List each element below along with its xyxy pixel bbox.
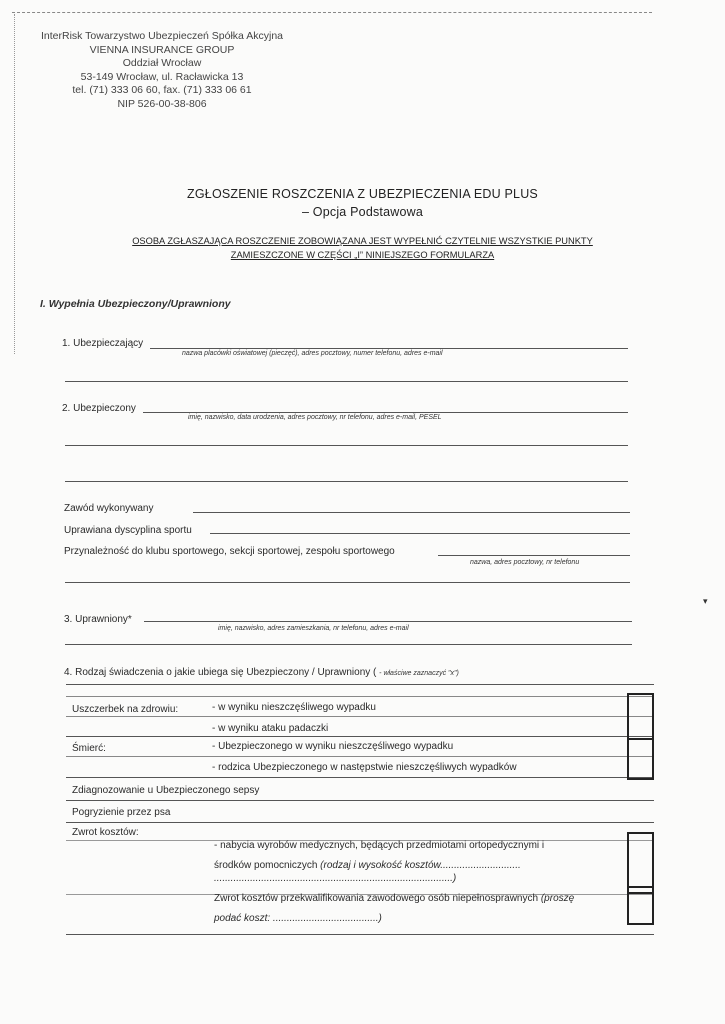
uszczerbek-option-2: - w wyniku ataku padaczki bbox=[212, 723, 329, 734]
zwrot-option-2-checkbox[interactable] bbox=[627, 886, 654, 925]
dyscyplina-label: Uprawiana dyscyplina sportu bbox=[64, 525, 192, 536]
zwrot-option-2-text: Zwrot kosztów przekwalifikowania zawodowego osób niepełnosprawnych bbox=[214, 893, 541, 904]
uprawniony-field-2[interactable] bbox=[65, 644, 632, 645]
zwrot-option-1-line-3[interactable]: ......................................................................................) bbox=[214, 873, 457, 884]
ubezpieczony-label: 2. Ubezpieczony bbox=[62, 403, 136, 414]
uprawniony-field[interactable] bbox=[144, 621, 632, 622]
benefits-heading bbox=[64, 667, 459, 678]
insurer-name: InterRisk Towarzystwo Ubezpieczeń Spółka Akcyjna bbox=[41, 30, 283, 42]
margin-mark: ▾ bbox=[703, 596, 708, 606]
zwrot-option-1-hint: (rodzaj i wysokość kosztów............................. bbox=[320, 860, 521, 871]
klub-field-2[interactable] bbox=[65, 582, 630, 583]
uszczerbek-label: Uszczerbek na zdrowiu: bbox=[72, 704, 179, 715]
klub-label: Przynależność do klubu sportowego, sekcji sportowej, zespołu sportowego bbox=[64, 546, 395, 557]
table-rule bbox=[66, 696, 654, 697]
section-heading: I. Wypełnia Ubezpieczony/Uprawniony bbox=[40, 298, 231, 310]
ubezpieczony-field-2[interactable] bbox=[65, 445, 628, 446]
zwrot-option-2-hint: (proszę bbox=[540, 893, 575, 904]
table-rule bbox=[66, 756, 654, 757]
uszczerbek-checkbox[interactable] bbox=[627, 693, 654, 740]
uszczerbek-option-1: - w wyniku nieszczęśliwego wypadku bbox=[212, 702, 376, 713]
smierc-option-1: - Ubezpieczonego w wyniku nieszczęśliwego wypadku bbox=[212, 741, 454, 752]
ubezpieczony-field[interactable] bbox=[143, 412, 628, 413]
smierc-label: Śmierć: bbox=[72, 743, 106, 754]
ubezpieczony-hint: imię, nazwisko, data urodzenia, adres pocztowy, nr telefonu, adres e-mail, PESEL bbox=[188, 414, 442, 421]
uprawniony-hint: imię, nazwisko, adres zamieszkania, nr telefonu, adres e-mail bbox=[218, 625, 409, 632]
zwrot-option-2-line-1 bbox=[214, 893, 574, 904]
insurer-nip: NIP 526-00-38-806 bbox=[117, 97, 207, 110]
benefits-heading-text: 4. Rodzaj świadczenia o jakie ubiega się Ubezpieczony / Uprawniony ( bbox=[64, 667, 377, 678]
smierc-checkbox[interactable] bbox=[627, 738, 654, 780]
zwrot-option-2-line-2[interactable]: podać koszt: ......................................) bbox=[214, 913, 382, 924]
ubezpieczajacy-field[interactable] bbox=[150, 348, 628, 349]
ubezpieczony-field-3[interactable] bbox=[65, 481, 628, 482]
insurer-header bbox=[12, 30, 312, 111]
klub-field[interactable] bbox=[438, 555, 630, 556]
table-rule bbox=[66, 777, 654, 778]
page-border-top bbox=[12, 12, 652, 13]
form-title: ZGŁOSZENIE ROSZCZENIA Z UBEZPIECZENIA EDU PLUS bbox=[187, 187, 538, 201]
insurer-address: 53-149 Wrocław, ul. Racławicka 13 bbox=[80, 70, 244, 83]
klub-hint: nazwa, adres pocztowy, nr telefonu bbox=[470, 559, 580, 566]
table-rule bbox=[66, 822, 654, 823]
zwrot-option-1-line-1: - nabycia wyrobów medycznych, będących przedmiotami ortopedycznymi i bbox=[214, 840, 545, 851]
table-rule bbox=[66, 934, 654, 935]
smierc-option-2: - rodzica Ubezpieczonego w następstwie nieszczęśliwych wypadków bbox=[212, 762, 517, 773]
ubezpieczajacy-hint: nazwa placówki oświatowej (pieczęć), adres pocztowy, numer telefonu, adres e-mail bbox=[182, 350, 443, 357]
notice-line-1: OSOBA ZGŁASZAJĄCA ROSZCZENIE ZOBOWIĄZANA JEST WYPEŁNIĆ CZYTELNIE WSZYSTKIE PUNKTY bbox=[132, 236, 593, 246]
notice-line-2: ZAMIESZCZONE W CZĘŚCI „I” NINIEJSZEGO FORMULARZA bbox=[230, 250, 495, 260]
zwrot-label: Zwrot kosztów: bbox=[72, 827, 139, 838]
sepsa-label: Zdiagnozowanie u Ubezpieczonego sepsy bbox=[72, 785, 260, 796]
uprawniony-label: 3. Uprawniony* bbox=[64, 614, 132, 625]
benefits-heading-hint: - właściwe zaznaczyć "x") bbox=[379, 670, 459, 677]
ubezpieczajacy-label: 1. Ubezpieczający bbox=[62, 338, 144, 349]
insurer-phone: tel. (71) 333 06 60, fax. (71) 333 06 61 bbox=[72, 84, 252, 96]
ubezpieczajacy-field-2[interactable] bbox=[65, 381, 628, 382]
dyscyplina-field[interactable] bbox=[210, 533, 630, 534]
zwrot-option-1-line-2 bbox=[214, 860, 521, 871]
pies-label: Pogryzienie przez psa bbox=[72, 807, 171, 818]
table-rule bbox=[66, 736, 654, 737]
zawod-field[interactable] bbox=[193, 512, 630, 513]
insurer-group: VIENNA INSURANCE GROUP bbox=[89, 43, 235, 56]
zawod-label: Zawód wykonywany bbox=[64, 503, 154, 514]
zwrot-option-1-checkbox[interactable] bbox=[627, 832, 654, 894]
table-rule bbox=[66, 684, 654, 685]
table-rule bbox=[66, 716, 654, 717]
insurer-branch: Oddział Wrocław bbox=[122, 57, 202, 69]
table-rule bbox=[66, 800, 654, 801]
zwrot-option-1-text: środków pomocniczych bbox=[214, 860, 321, 871]
form-subtitle: – Opcja Podstawowa bbox=[301, 205, 424, 219]
